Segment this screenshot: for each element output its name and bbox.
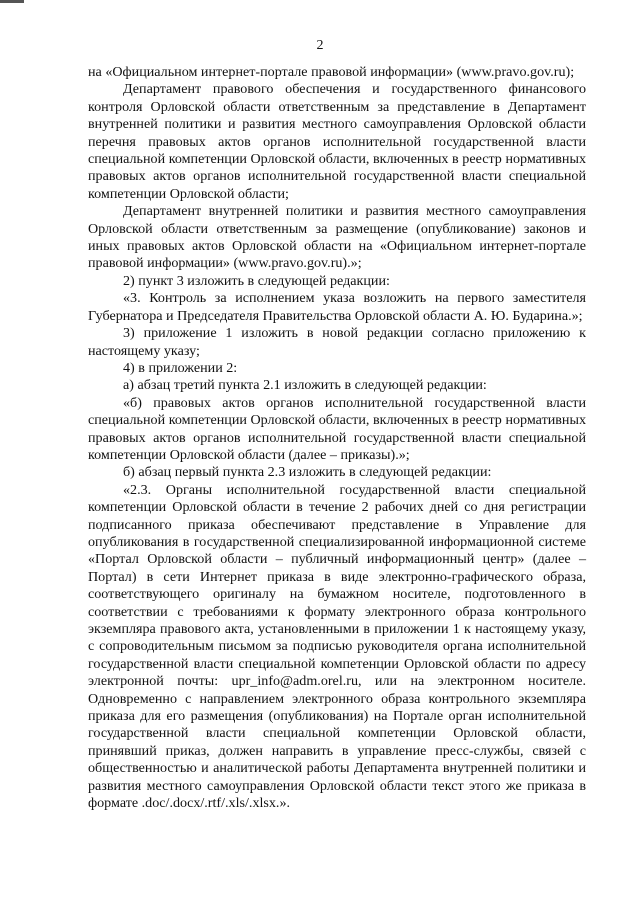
paragraph: на «Официальном интернет-портале правовой информации» (www.pravo.gov.ru); bbox=[88, 64, 575, 80]
paragraph: «б) правовых актов органов исполнительной государственной власти специальной компетенции Орловской области, включенных в реестр нормативных правовых актов органов исполнительной государственной власти специальной компетенции Орловской области (далее – приказы).»; bbox=[88, 394, 586, 463]
paragraph: «3. Контроль за исполнением указа возложить на первого заместителя Губернатора и Председателя Правительства Орловской области А. Ю. Бударина.»; bbox=[88, 290, 586, 324]
paragraph: 3) приложение 1 изложить в новой редакции согласно приложению к настоящему указу; bbox=[88, 325, 586, 359]
paragraph: б) абзац первый пункта 2.3 изложить в следующей редакции: bbox=[123, 464, 492, 481]
page-number: 2 bbox=[316, 38, 324, 53]
paragraph: «2.3. Органы исполнительной государственной власти специальной компетенции Орловской области в течение 2 рабочих дней со дня регистрации подписанного приказа обеспечивают представление в Управление для опубликования в государственной специализированной информационной системе «Портал Орловской области – публичный информационный центр» (далее – Портал) в сети Интернет приказа в виде электронно-графического образа, соответствующего оригиналу на бумажном носителе, подготовленного в соответствии с требованиями к формату электронного образа контрольного экземпляра правового акта, установленными в приложении 1 к настоящему указу, с сопроводительным письмом за подписью руководителя органа исполнительной государственной власти специальной компетенции Орловской области по адресу электронной почты: upr_info@adm.orel.ru, или на электронном носителе. Одновременно с направлением электронного образа контрольного экземпляра приказа для его размещения (опубликования) на Портале орган исполнительной государственной власти специальной компетенции Орловской области, принявший приказ, должен направить в управление пресс-службы, связей с общественностью и аналитической работы Департамента внутренней политики и развития местного самоуправления Орловской области текст этого же приказа в формате .doc/.docx/.rtf/.xls/.xlsx.». bbox=[88, 481, 586, 812]
document-body bbox=[88, 64, 586, 812]
scan-edge-mark bbox=[0, 0, 24, 3]
paragraph: 2) пункт 3 изложить в следующей редакции: bbox=[123, 272, 390, 289]
paragraph: 4) в приложении 2: bbox=[123, 359, 238, 376]
paragraph: а) абзац третий пункта 2.1 изложить в следующей редакции: bbox=[123, 377, 487, 394]
paragraph: Департамент правового обеспечения и государственного финансового контроля Орловской области ответственным за представление в Департамент внутренней политики и развития местного самоуправления Орловской области перечня правовых актов органов исполнительной государственной власти специальной компетенции Орловской области, включенных в реестр нормативных правовых актов органов исполнительной государственной власти специальной компетенции Орловской области; bbox=[88, 81, 586, 202]
paragraph: Департамент внутренней политики и развития местного самоуправления Орловской области ответственным за размещение (опубликование) законов и иных правовых актов Орловской области на «Официальном интернет-портале правовой информации» (www.pravo.gov.ru).»; bbox=[88, 203, 586, 272]
